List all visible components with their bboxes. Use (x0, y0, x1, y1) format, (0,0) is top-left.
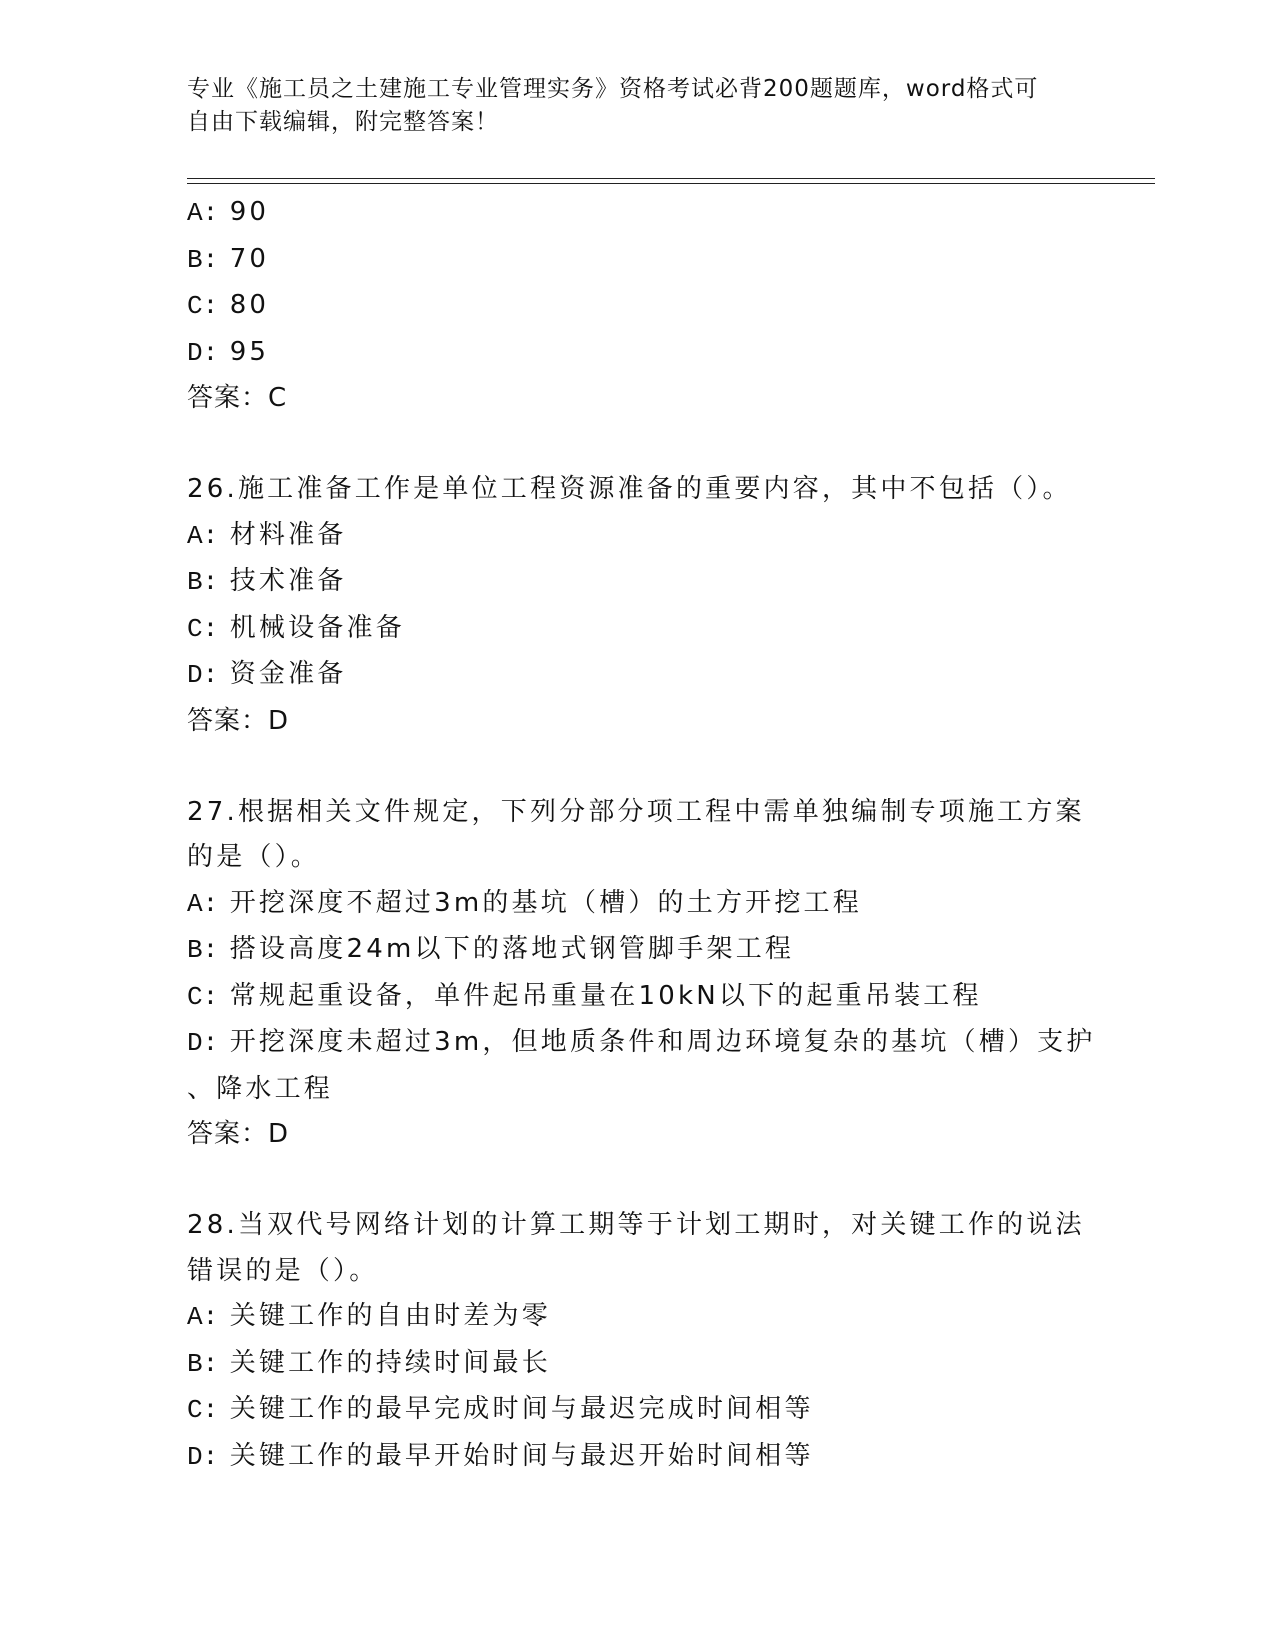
option-a (187, 1294, 1087, 1341)
option-text: 材料准备 (229, 519, 347, 550)
question-stem-line1: 28.当双代号网络计划的计算工期等于计划工期时，对关键工作的说法 (187, 1210, 1085, 1240)
option-text: 资金准备 (229, 659, 347, 689)
option-c (187, 606, 1087, 653)
option-text: 关键工作的持续时间最长 (229, 1347, 551, 1378)
option-label: D: (187, 660, 219, 690)
option-text: 关键工作的自由时差为零 (229, 1301, 551, 1331)
option-b (187, 237, 1087, 284)
question-stem: 26.施工准备工作是单位工程资源准备的重要内容，其中不包括（）。 (187, 474, 1072, 504)
page-header (187, 73, 1067, 139)
option-label: A: (187, 198, 219, 228)
option-label: A: (187, 520, 219, 551)
option-label: A: (187, 888, 219, 919)
option-text: 关键工作的最早开始时间与最迟开始时间相等 (229, 1440, 814, 1471)
option-text: 95 (229, 336, 270, 367)
option-d (187, 652, 1087, 699)
answer: 答案：D (187, 705, 290, 736)
option-text: 80 (229, 290, 270, 320)
option-text: 开挖深度未超过3m，但地质条件和周边环境复杂的基坑（槽）支护 (229, 1027, 1096, 1057)
header-divider-bottom (187, 183, 1155, 184)
option-label: D: (187, 1028, 219, 1058)
question-stem-line2: 的是（）。 (187, 842, 321, 872)
answer: 答案：C (187, 383, 288, 413)
option-c (187, 974, 1087, 1021)
option-text: 关键工作的最早完成时间与最迟完成时间相等 (229, 1394, 814, 1424)
question-stem-line1: 27.根据相关文件规定，下列分部分项工程中需单独编制专项施工方案 (187, 796, 1085, 827)
option-label: B: (187, 244, 219, 275)
spacer (187, 744, 1087, 790)
option-d (187, 330, 1087, 377)
option-d-continuation: 、降水工程 (187, 1073, 334, 1104)
header-divider-top (187, 178, 1155, 179)
option-label: B: (187, 935, 219, 965)
option-label: C: (187, 613, 219, 644)
option-b (187, 1341, 1087, 1388)
option-text: 搭设高度24m以下的落地式钢管脚手架工程 (229, 934, 795, 964)
option-label: B: (187, 567, 219, 597)
option-d (187, 1434, 1087, 1481)
option-label: C: (187, 981, 219, 1012)
option-text: 技术准备 (229, 566, 347, 596)
spacer (187, 422, 1087, 468)
option-label: B: (187, 1348, 219, 1379)
answer: 答案：D (187, 1119, 290, 1149)
option-b (187, 927, 1087, 974)
option-label: D: (187, 337, 219, 368)
option-label: C: (187, 1395, 219, 1425)
question-25 (187, 190, 1087, 422)
question-27 (187, 790, 1096, 1158)
option-d (187, 1020, 1096, 1067)
option-text: 机械设备准备 (229, 612, 405, 643)
option-a (187, 190, 1087, 237)
question-list (187, 190, 1096, 1480)
header-title-line2: 自由下载编辑，附完整答案！ (187, 109, 499, 135)
option-text: 开挖深度不超过3m的基坑（槽）的土方开挖工程 (229, 887, 862, 918)
option-a (187, 513, 1087, 560)
option-label: C: (187, 291, 219, 321)
option-text: 70 (229, 243, 270, 274)
question-28 (187, 1203, 1087, 1480)
spacer (187, 1158, 1087, 1204)
option-b (187, 559, 1087, 606)
question-stem-line2: 错误的是（）。 (187, 1255, 379, 1286)
header-title-line1: 专业《施工员之土建施工专业管理实务》资格考试必背200题题库，word格式可 (187, 76, 1039, 102)
option-c (187, 283, 1087, 330)
option-text: 常规起重设备，单件起吊重量在10kN以下的起重吊装工程 (229, 980, 982, 1011)
option-label: A: (187, 1302, 219, 1332)
option-c (187, 1387, 1087, 1434)
option-text: 90 (229, 197, 270, 227)
option-label: D: (187, 1441, 219, 1472)
option-a (187, 881, 1087, 928)
question-26 (187, 467, 1087, 744)
